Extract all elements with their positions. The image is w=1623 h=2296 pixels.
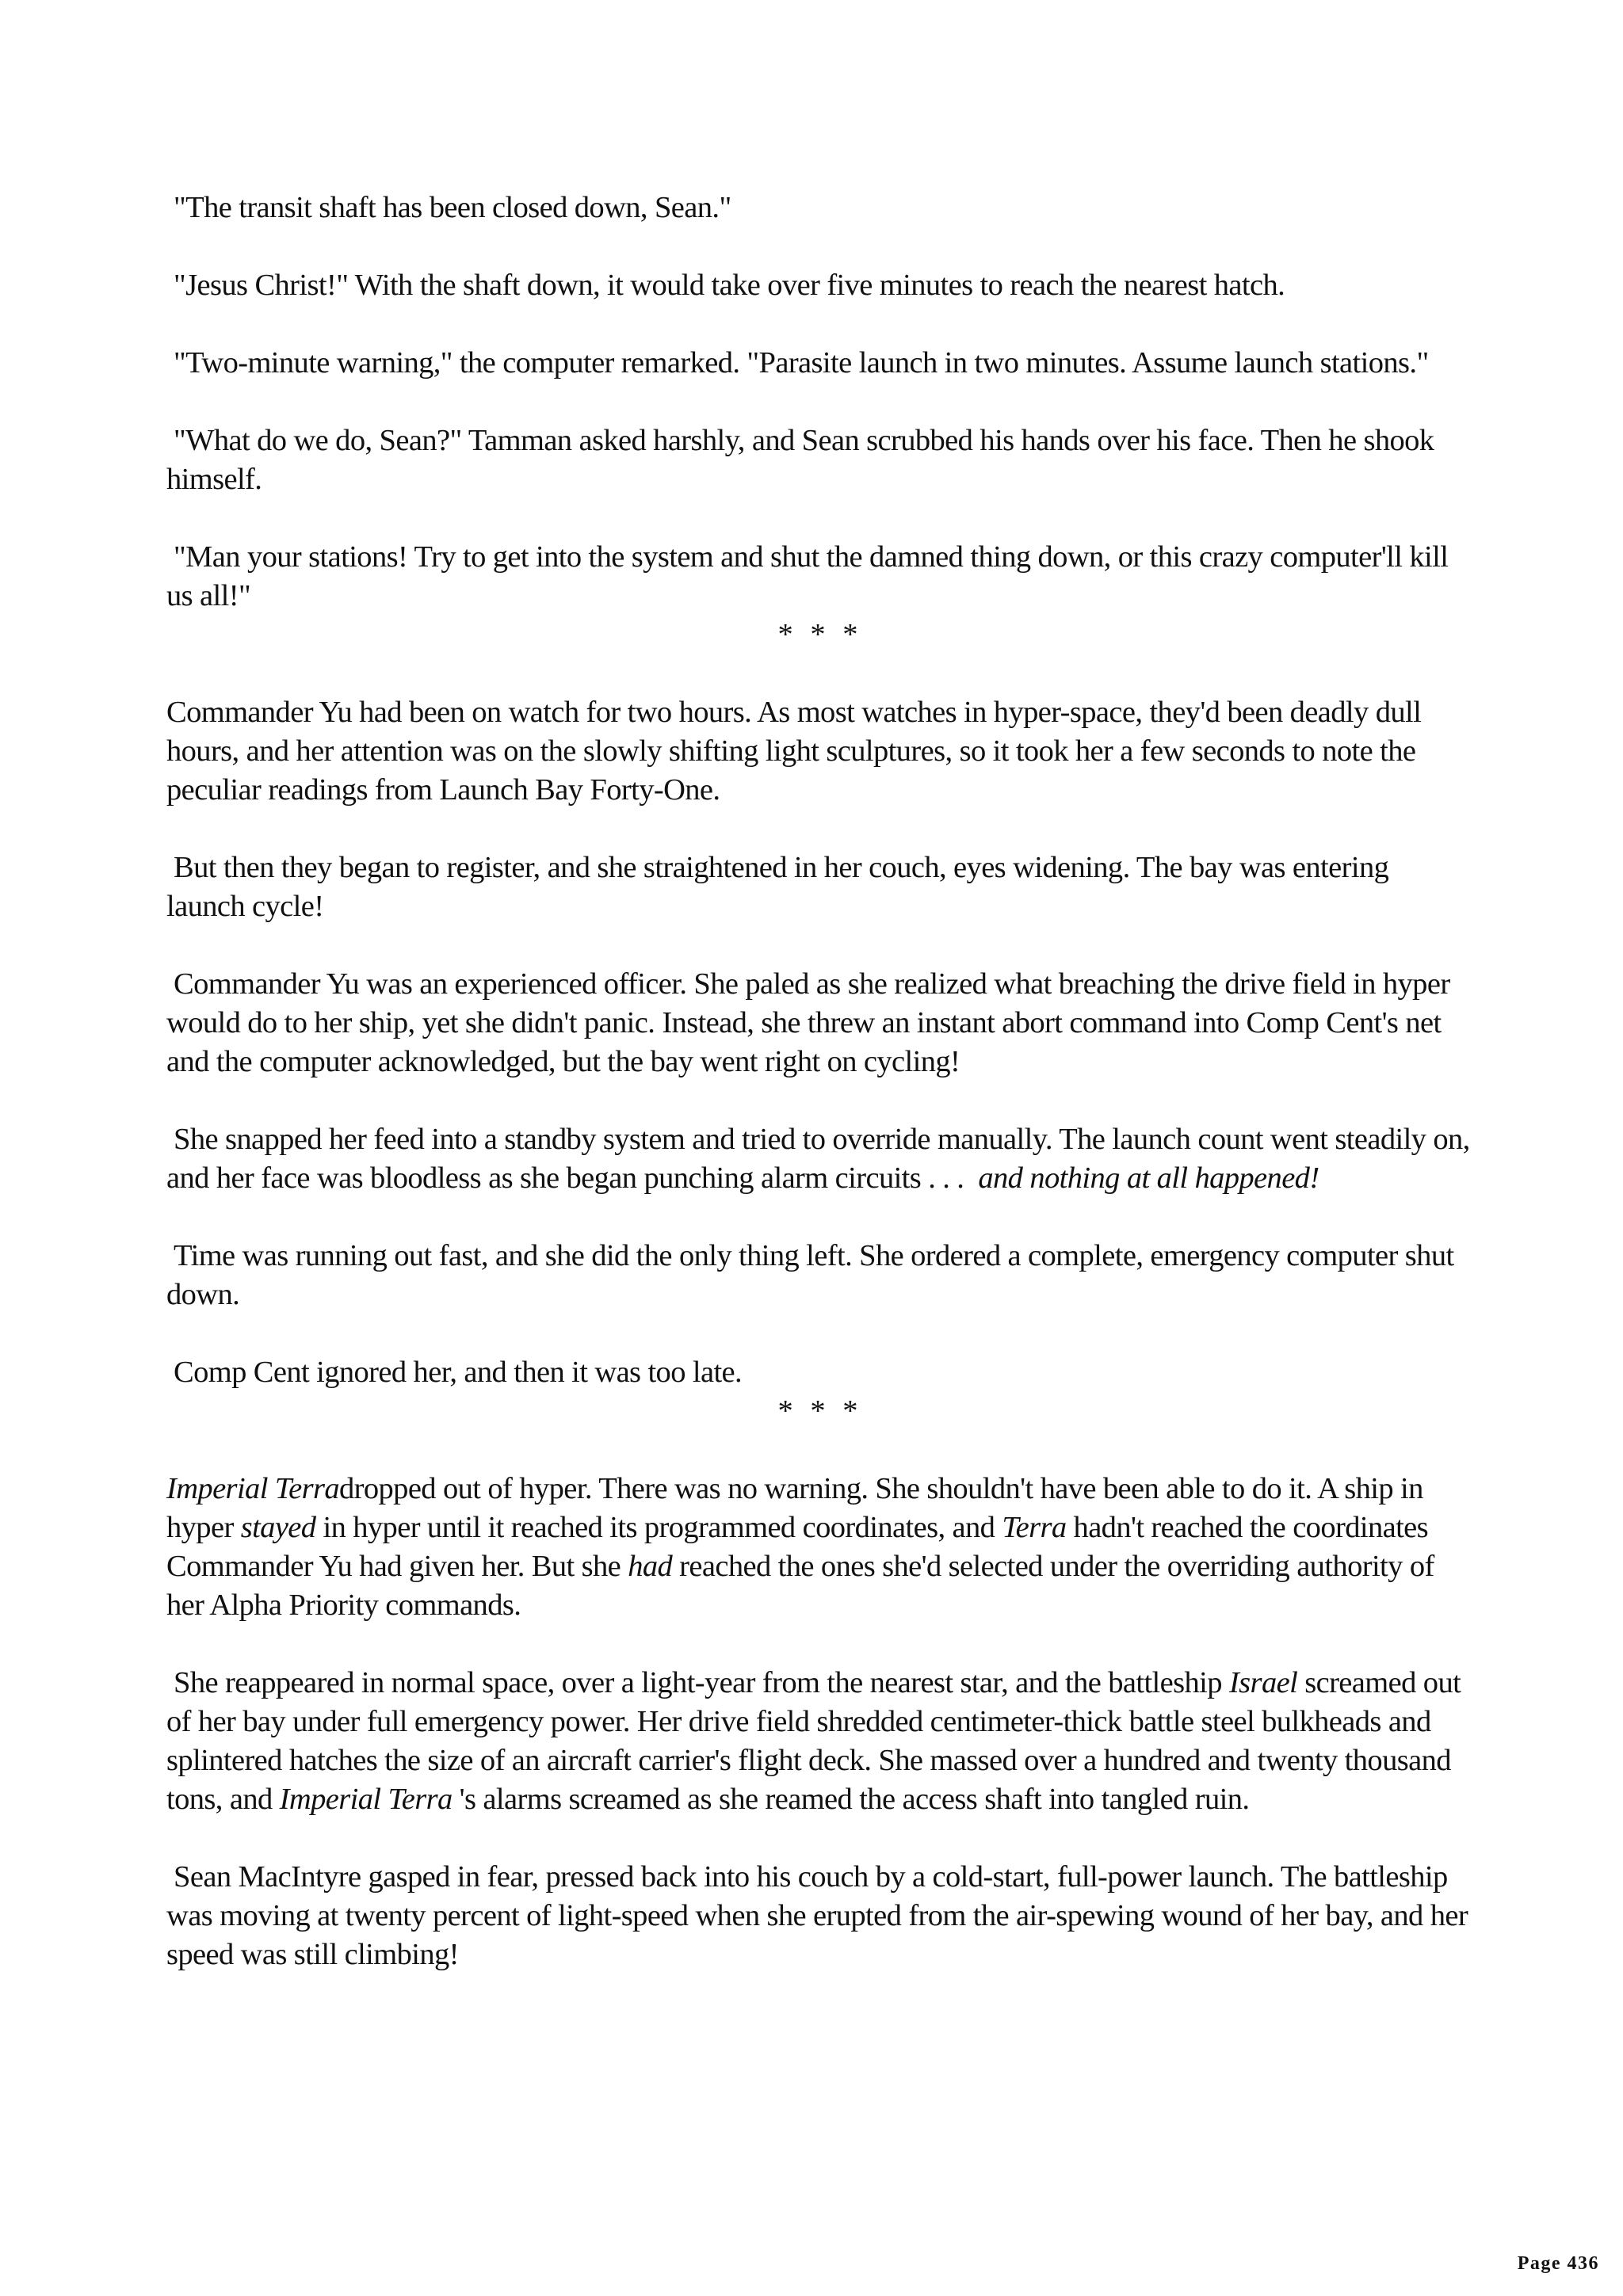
text-run: in hyper until it reached its programmed coordinates, and (315, 1511, 1002, 1544)
scene-break: * * * (777, 1394, 863, 1428)
text-run: 's alarms screamed as she reamed the access shaft into tangled ruin. (452, 1783, 1250, 1816)
paragraph (166, 1664, 1474, 1819)
text-run: She reappeared in normal space, over a light-year from the nearest star, and the battleship (166, 1666, 1229, 1699)
page-number: Page 436 (1517, 2253, 1599, 2274)
paragraph (166, 1858, 1474, 1974)
text-run: dropped out of hyper. There was no warning. She shouldn't have been able to do it. A ship in hyper (166, 1472, 1430, 1544)
text-run: "Jesus Christ!" With the shaft down, it would take over five minutes to reach the nearest hatch. (166, 269, 1285, 302)
paragraph (166, 1470, 1474, 1625)
italic-text: Imperial Terra (166, 1472, 339, 1505)
text-run: But then they began to register, and she straightened in her couch, eyes widening. The bay was entering launch cycle! (166, 851, 1396, 923)
text-run: "What do we do, Sean?" Tamman asked harshly, and Sean scrubbed his hands over his face. Then he shook himself. (166, 424, 1442, 496)
text-run: Comp Cent ignored her, and then it was too late. (166, 1356, 743, 1389)
text-run: reached the ones she'd selected under the overriding authority of her Alpha Priority commands. (166, 1550, 1442, 1622)
italic-text: Terra (1002, 1511, 1067, 1544)
paragraph (166, 538, 1474, 616)
paragraph (166, 266, 1474, 305)
text-run: Commander Yu was an experienced officer. She paled as she realized what breaching the drive field in hyper would do to her ship, yet she didn't panic. Instead, she threw an instant abort command into Comp Cent's net and the computer acknowledged, but the bay went right on cycling! (166, 967, 1457, 1078)
text-run: Time was running out fast, and she did the only thing left. She ordered a complete, emergency computer shut down. (166, 1239, 1461, 1311)
text-run: "Man your stations! Try to get into the system and shut the damned thing down, or this crazy computer'll kill us all!" (166, 540, 1456, 612)
paragraph (166, 344, 1474, 383)
paragraph (166, 1353, 1474, 1392)
text-run: screamed out of her bay under full emergency power. Her drive field shredded centimeter-thick battle steel bulkheads and splintered hatches the size of an aircraft carrier's flight deck. She massed over a hundred and twenty thousand tons, and (166, 1666, 1468, 1816)
italic-text: Israel (1228, 1666, 1298, 1699)
text-run: "The transit shaft has been closed down, Sean." (166, 191, 731, 224)
text-run: hadn't reached the coordinates Commander Yu had given her. But she (166, 1511, 1436, 1583)
paragraph (166, 1120, 1477, 1198)
italic-text: and nothing at all happened! (978, 1161, 1319, 1195)
text-column (166, 189, 1477, 2013)
italic-text: had (628, 1550, 673, 1583)
paragraph (166, 1237, 1474, 1314)
paragraph (166, 965, 1474, 1081)
paragraph (166, 693, 1474, 810)
text-run: "Two-minute warning," the computer remarked. "Parasite launch in two minutes. Assume launch stations." (166, 346, 1429, 379)
italic-text: Imperial Terra (279, 1783, 453, 1816)
paragraph (166, 189, 1474, 227)
text-run: Commander Yu had been on watch for two hours. As most watches in hyper-space, they'd been deadly dull hours, and her attention was on the slowly shifting light sculptures, so it took her a few seconds to note the peculiar readings from Launch Bay Forty-One. (166, 696, 1429, 807)
text-run: She snapped her feed into a standby system and tried to override manually. The launch count went steadily on, and her face was bloodless as she began punching alarm circuits . . . (166, 1123, 1477, 1195)
italic-text: stayed (240, 1511, 316, 1544)
paragraph (166, 421, 1474, 499)
text-run: Sean MacIntyre gasped in fear, pressed back into his couch by a cold-start, full-power launch. The battleship was moving at twenty percent of light-speed when she erupted from the air-spewing wound of her bay, and her speed was still climbing! (166, 1860, 1476, 1971)
scene-break: * * * (777, 618, 863, 651)
paragraph (166, 849, 1474, 926)
